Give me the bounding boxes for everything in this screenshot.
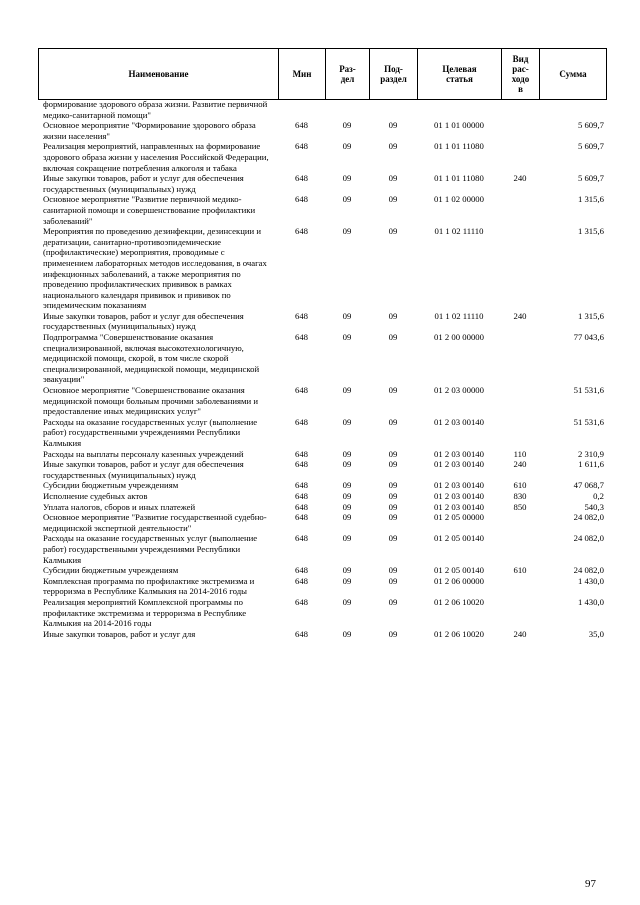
- table-row: [38, 417, 606, 449]
- row-razdel: 09: [342, 480, 352, 491]
- row-razdel: 09: [342, 310, 352, 321]
- row-celevaya-statya: 01 1 02 11110: [434, 310, 484, 321]
- row-name: Расходы на оказание государственных услуг (выполнение работ) государственными учреждениями Республики Калмыкия: [43, 533, 258, 565]
- row-name: Расходы на выплаты персоналу казенных учреждений: [43, 448, 244, 459]
- table-row: [38, 502, 606, 513]
- row-celevaya-statya: 01 2 03 00140: [434, 459, 484, 470]
- row-celevaya-statya: 01 2 06 10020: [434, 596, 484, 607]
- row-summa: [539, 99, 606, 120]
- row-podrazdel: 09: [388, 480, 398, 491]
- row-podrazdel: 09: [388, 501, 398, 512]
- row-celevaya-statya: 01 2 03 00140: [434, 501, 484, 512]
- row-min: 648: [294, 416, 309, 427]
- row-podrazdel: 09: [388, 565, 398, 576]
- row-min: 648: [294, 501, 309, 512]
- row-vid-rashodov: 240: [513, 628, 527, 639]
- row-vid-rashodov: [501, 512, 539, 533]
- table-row: [38, 194, 606, 226]
- row-razdel: 09: [342, 596, 352, 607]
- row-celevaya-statya: 01 1 02 00000: [434, 194, 484, 205]
- header-name: Наименование: [39, 49, 279, 100]
- row-min: 648: [294, 385, 309, 396]
- row-vid-rashodov: [501, 417, 539, 449]
- row-podrazdel: [369, 99, 417, 120]
- table-row: [38, 597, 606, 629]
- row-summa: 540,3: [584, 501, 604, 512]
- row-summa: 24 082,0: [573, 565, 604, 576]
- table-row: [38, 459, 606, 480]
- row-min: [278, 99, 325, 120]
- row-razdel: 09: [342, 512, 352, 523]
- row-summa: 5 609,7: [577, 120, 604, 131]
- row-min: 648: [294, 490, 309, 501]
- table-row: [38, 99, 606, 120]
- page-number: 97: [585, 878, 596, 890]
- row-summa: 35,0: [588, 628, 604, 639]
- row-podrazdel: 09: [388, 490, 398, 501]
- row-summa: 2 310,9: [577, 448, 604, 459]
- row-name: Основное мероприятие "Развитие государственной судебно-медицинской экспертной деятельности": [43, 512, 267, 533]
- table-row: [38, 449, 606, 460]
- table-row: [38, 311, 606, 332]
- row-podrazdel: 09: [388, 194, 398, 205]
- row-podrazdel: 09: [388, 575, 398, 586]
- header-vid-rashodov: Вид рас- ходо в: [502, 49, 540, 100]
- row-vid-rashodov: [501, 576, 539, 597]
- row-celevaya-statya: 01 2 03 00140: [434, 480, 484, 491]
- row-celevaya-statya: 01 2 03 00140: [434, 448, 484, 459]
- row-razdel: 09: [342, 459, 352, 470]
- row-name: формирование здорового образа жизни. Развитие первичной медико-санитарной помощи": [43, 99, 268, 120]
- row-podrazdel: 09: [388, 310, 398, 321]
- row-vid-rashodov: [501, 120, 539, 141]
- row-podrazdel: 09: [388, 533, 398, 544]
- row-celevaya-statya: 01 2 00 00000: [434, 332, 484, 343]
- row-name: Иные закупки товаров, работ и услуг для обеспечения государственных (муниципальных) нужд: [43, 173, 244, 194]
- row-vid-rashodov: 240: [513, 459, 527, 470]
- row-celevaya-statya: 01 2 03 00000: [434, 385, 484, 396]
- row-min: 648: [294, 575, 309, 586]
- table-row: [38, 533, 606, 565]
- row-name: Расходы на оказание государственных услуг (выполнение работ) государственными учреждениями Республики Калмыкия: [43, 416, 258, 448]
- row-summa: 24 082,0: [573, 533, 604, 544]
- row-celevaya-statya: 01 2 06 00000: [434, 575, 484, 586]
- row-name: Исполнение судебных актов: [43, 490, 148, 501]
- row-podrazdel: 09: [388, 416, 398, 427]
- row-name: Основное мероприятие "Развитие первичной медико-санитарной помощи и совершенствование профилактики заболеваний": [43, 194, 256, 226]
- row-podrazdel: 09: [388, 448, 398, 459]
- row-name: Уплата налогов, сборов и иных платежей: [43, 501, 196, 512]
- row-vid-rashodov: [501, 332, 539, 385]
- row-min: 648: [294, 512, 309, 523]
- row-name: Реализация мероприятий Комплексной программы по профилактике экстремизма и терроризма в Республике Калмыкия на 2014-2016 годы: [43, 596, 247, 629]
- table-header: [38, 48, 607, 100]
- row-min: 648: [294, 194, 309, 205]
- row-podrazdel: 09: [388, 226, 398, 237]
- row-name: Реализация мероприятий, направленных на формирование здорового образа жизни у населения Российской Федерации, включая сокращение потребления алкоголя и табака: [43, 141, 269, 173]
- row-podrazdel: 09: [388, 141, 398, 152]
- table-row: [38, 226, 606, 311]
- row-min: 648: [294, 310, 309, 321]
- row-celevaya-statya: 01 2 05 00140: [434, 533, 484, 544]
- row-summa: 5 609,7: [577, 141, 604, 152]
- row-razdel: 09: [342, 226, 352, 237]
- row-razdel: 09: [342, 194, 352, 205]
- row-celevaya-statya: 01 1 01 00000: [434, 120, 484, 131]
- table-row: [38, 385, 606, 417]
- row-name: Мероприятия по проведению дезинфекции, дезинсекции и дератизации, санитарно-противоэпидемические (профилактические) мероприятия, проводимые с применением лабораторных методов исследования, в очагах инфекционных заболеваний, а также мероприятия по проведению профилактических прививок в рамках национального календаря прививок и прививок по эпидемическим показаниям: [43, 226, 267, 311]
- row-podrazdel: 09: [388, 385, 398, 396]
- row-vid-rashodov: 610: [513, 565, 527, 576]
- row-vid-rashodov: 110: [513, 448, 527, 459]
- table-row: [38, 512, 606, 533]
- row-podrazdel: 09: [388, 332, 398, 343]
- row-name: Основное мероприятие "Совершенствование оказания медицинской помощи больным прочими заболеваниями и предоставление иных медицинских услуг": [43, 385, 259, 417]
- row-podrazdel: 09: [388, 628, 398, 639]
- table-row: [38, 173, 606, 194]
- row-min: 648: [294, 141, 309, 152]
- row-celevaya-statya: 01 2 03 00140: [434, 416, 484, 427]
- row-name: Иные закупки товаров, работ и услуг для обеспечения государственных (муниципальных) нужд: [43, 310, 244, 332]
- table-row: [38, 491, 606, 502]
- row-min: 648: [294, 459, 309, 470]
- row-name: Основное мероприятие "Формирование здорового образа жизни населения": [43, 120, 256, 141]
- header-podrazdel: Под- раздел: [370, 49, 418, 100]
- row-razdel: 09: [342, 501, 352, 512]
- row-vid-rashodov: 610: [513, 480, 527, 491]
- row-min: 648: [294, 120, 309, 131]
- row-min: 648: [294, 226, 309, 237]
- row-celevaya-statya: 01 2 05 00140: [434, 565, 484, 576]
- row-summa: 1 430,0: [577, 575, 604, 586]
- row-summa: 51 531,6: [573, 385, 604, 396]
- row-summa: 51 531,6: [573, 416, 604, 427]
- row-razdel: 09: [342, 575, 352, 586]
- row-razdel: 09: [342, 490, 352, 501]
- row-razdel: 09: [342, 416, 352, 427]
- row-vid-rashodov: 240: [513, 173, 527, 184]
- row-name: Иные закупки товаров, работ и услуг для обеспечения государственных (муниципальных) нужд: [43, 459, 244, 480]
- row-summa: 1 430,0: [577, 596, 604, 607]
- header-razdel: Раз- дел: [326, 49, 370, 100]
- row-summa: 77 043,6: [573, 332, 604, 343]
- row-vid-rashodov: [501, 99, 539, 120]
- row-summa: 1 315,6: [577, 226, 604, 237]
- header-summa: Сумма: [540, 49, 607, 100]
- row-razdel: 09: [342, 533, 352, 544]
- row-summa: 24 082,0: [573, 512, 604, 523]
- row-vid-rashodov: [501, 141, 539, 173]
- row-celevaya-statya: 01 2 05 00000: [434, 512, 484, 523]
- row-summa: 47 068,7: [573, 480, 604, 491]
- table-row: [38, 120, 606, 141]
- table-body: [38, 99, 606, 639]
- row-vid-rashodov: [501, 194, 539, 226]
- row-celevaya-statya: 01 1 02 11110: [434, 226, 484, 237]
- row-celevaya-statya: [417, 99, 501, 120]
- row-vid-rashodov: [501, 597, 539, 629]
- row-summa: 5 609,7: [577, 173, 604, 184]
- row-vid-rashodov: 850: [513, 501, 527, 512]
- row-celevaya-statya: 01 1 01 11080: [434, 173, 484, 184]
- row-vid-rashodov: [501, 385, 539, 417]
- row-vid-rashodov: [501, 226, 539, 311]
- row-celevaya-statya: 01 2 06 10020: [434, 628, 484, 639]
- row-name: Иные закупки товаров, работ и услуг для: [43, 628, 196, 639]
- row-min: 648: [294, 628, 309, 639]
- row-razdel: 09: [342, 385, 352, 396]
- row-name: Субсидии бюджетным учреждениям: [43, 565, 179, 576]
- row-podrazdel: 09: [388, 512, 398, 523]
- row-razdel: 09: [342, 565, 352, 576]
- row-razdel: 09: [342, 448, 352, 459]
- row-celevaya-statya: 01 1 01 11080: [434, 141, 484, 152]
- row-podrazdel: 09: [388, 173, 398, 184]
- row-min: 648: [294, 565, 309, 576]
- row-min: 648: [294, 480, 309, 491]
- row-razdel: [325, 99, 369, 120]
- table-row: [38, 141, 606, 173]
- row-vid-rashodov: 240: [513, 310, 527, 321]
- row-summa: 0,2: [593, 490, 604, 501]
- table-row: [38, 480, 606, 491]
- row-razdel: 09: [342, 141, 352, 152]
- row-podrazdel: 09: [388, 459, 398, 470]
- row-celevaya-statya: 01 2 03 00140: [434, 490, 484, 501]
- table-row: [38, 565, 606, 576]
- row-razdel: 09: [342, 628, 352, 639]
- header-min: Мин: [279, 49, 326, 100]
- row-min: 648: [294, 596, 309, 607]
- row-min: 648: [294, 448, 309, 459]
- row-name: Подпрограмма "Совершенствование оказания специализированной, включая высокотехнологичную, медицинской помощи, скорой, в том числе скорой специализированной, медицинской помощи, медицинской эвакуации": [43, 332, 260, 385]
- table-row: [38, 629, 606, 640]
- row-podrazdel: 09: [388, 596, 398, 607]
- row-summa: 1 611,6: [578, 459, 604, 470]
- row-min: 648: [294, 332, 309, 343]
- row-podrazdel: 09: [388, 120, 398, 131]
- row-summa: 1 315,6: [577, 310, 604, 321]
- row-vid-rashodov: [501, 533, 539, 565]
- row-razdel: 09: [342, 173, 352, 184]
- row-name: Комплексная программа по профилактике экстремизма и терроризма в Республике Калмыкия на 2014-2016 годы: [43, 575, 255, 597]
- header-celevaya-statya: Целевая статья: [418, 49, 502, 100]
- row-name: Субсидии бюджетным учреждениям: [43, 480, 179, 491]
- row-razdel: 09: [342, 120, 352, 131]
- row-summa: 1 315,6: [577, 194, 604, 205]
- row-min: 648: [294, 173, 309, 184]
- row-razdel: 09: [342, 332, 352, 343]
- row-min: 648: [294, 533, 309, 544]
- table-row: [38, 576, 606, 597]
- row-vid-rashodov: 830: [513, 490, 527, 501]
- table-row: [38, 332, 606, 385]
